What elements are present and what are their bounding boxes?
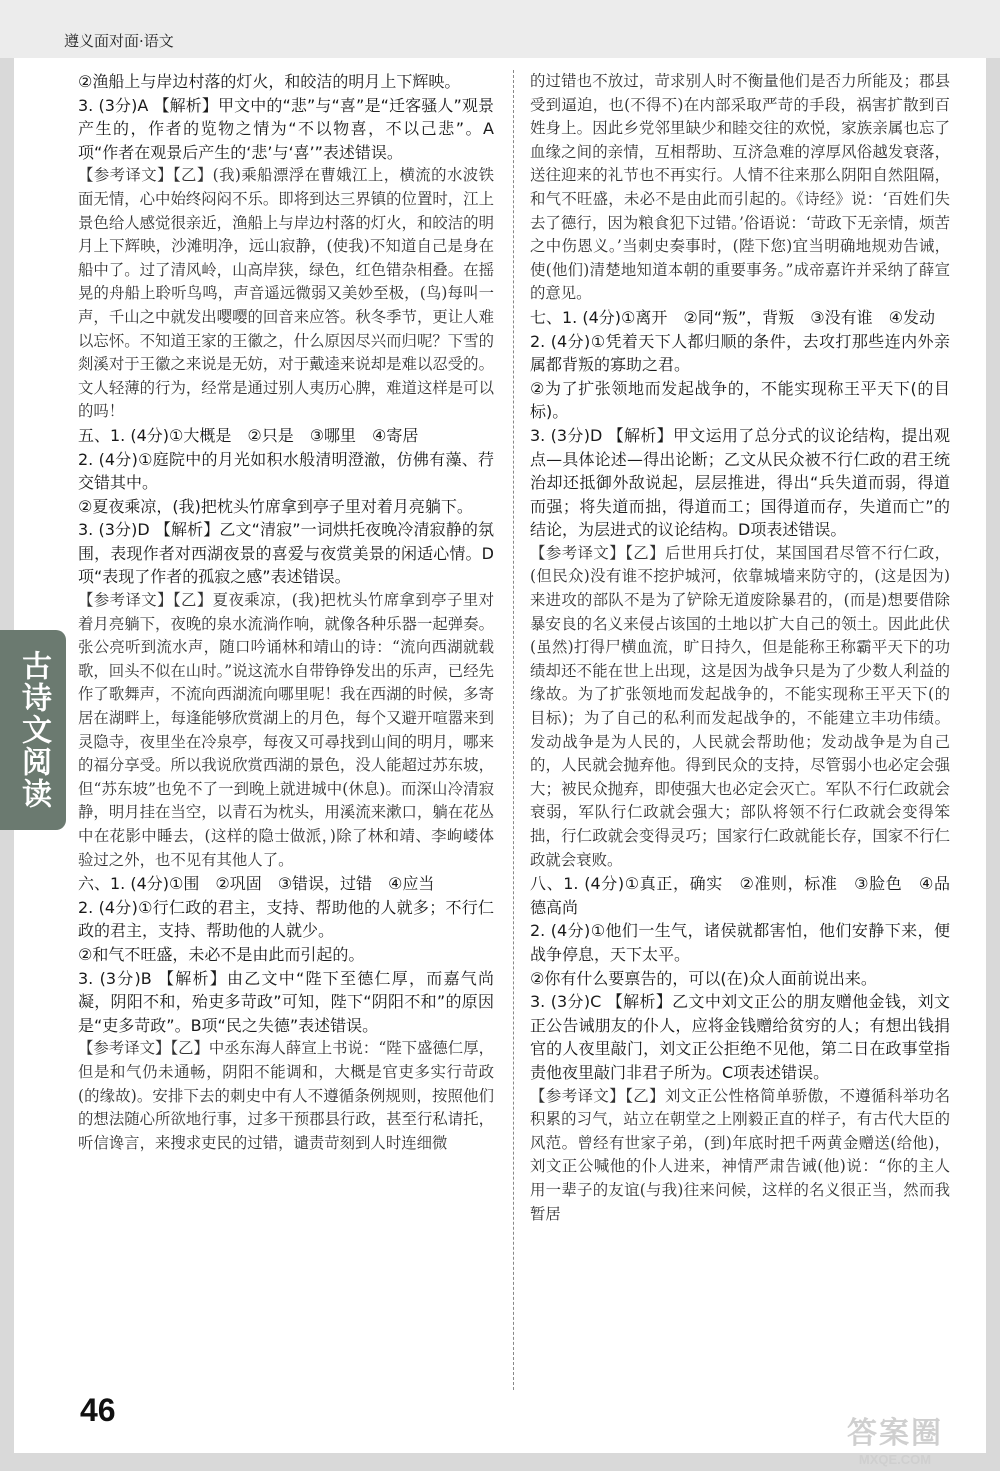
paragraph: ②为了扩张领地而发起战争的，不能实现称王平天下(的目标)。 — [530, 378, 950, 422]
left-column — [78, 70, 494, 1155]
paragraph: 五、1. (4分)①大概是 ②只是 ③哪里 ④寄居 — [78, 425, 419, 445]
page-number: 46 — [80, 1392, 116, 1428]
paragraph: 3. (3分)A 【解析】甲文中的“悲”与“喜”是“迁客骚人”观景产生的，作者的览物之情为“不以物喜，不以己悲”。A项“作者在观景后产生的‘悲’与‘喜’”表述错误。 — [78, 95, 494, 162]
paragraph: 2. (4分)①行仁政的君主，支持、帮助他的人就多；不行仁政的君主，支持、帮助他的人就少。 — [78, 897, 494, 941]
paragraph: 七、1. (4分)①离开 ②同“叛”，背叛 ③没有谁 ④发动 — [530, 307, 935, 327]
paragraph: 3. (3分)C 【解析】乙文中刘文正公的朋友赠他金钱，刘文正公告诫朋友的仆人，应将金钱赠给贫穷的人；有想出钱捐官的人夜里敲门，刘文正公拒绝不见他，第二日在政事堂指责他夜里敲门非君子所为。C项表述错误。 — [530, 992, 950, 1082]
paragraph: 2. (4分)①他们一生气，诸侯就都害怕，他们安静下来，便战争停息，天下太平。 — [530, 921, 950, 964]
paragraph: ②你有什么要禀告的，可以(在)众人面前说出来。 — [530, 968, 877, 988]
running-header: 遵义面对面·语文 — [64, 32, 174, 50]
paragraph: 【参考译文】【乙】后世用兵打仗，某国国君尽管不行仁政，(但民众)没有谁不挖护城河，依靠城墙来防守的，(这是因为)来进攻的部队不是为了铲除无道废除暴君的，(而是)想要借除暴安良的名义来侵占该国的土地以扩大自己的领土。因此此伏(虽然)打得尸横血流，旷日持久，但是能称王称霸平天下的功绩却还不能在世上出现，这是因为战争只是为了少数人利益的缘故。为了扩张领地而发起战争的，不能实现称王平天下(的目标)；为了自己的私利而发起战争的，不能建立丰功伟绩。发动战争是为人民的，人民就会帮助他；发动战争是为自己的，人民就会抛弃他。得到民众的支持，尽管弱小也必定会强大；被民众抛弃，即使强大也必定会灭亡。军队不行仁政就会衰弱，军队行仁政就会强大；部队将领不行仁政就会变得笨拙，行仁政就会变得灵巧；国家行仁政就能长存，国家不行仁政就会衰败。 — [530, 543, 950, 869]
paragraph: 3. (3分)D 【解析】乙文“清寂”一词烘托夜晚冷清寂静的氛围，表现作者对西湖夜景的喜爱与夜赏美景的闲适心情。D项“表现了作者的孤寂之感”表述错误。 — [78, 520, 494, 587]
paragraph: 【参考译文】【乙】刘文正公性格简单骄傲，不遵循科举功名积累的习气，站立在朝堂之上刚毅正直的样子，有古代大臣的风范。曾经有世家子弟，(到)年底时把千两黄金赠送(给他)，刘文正公喊他的仆人进来，神情严肃告诫(他)说：“你的主人用一辈子的友谊(与我)往来问候，这样的名义很正当，然而我暂居 — [530, 1086, 950, 1223]
section-side-tab — [0, 630, 66, 830]
side-tab-label: 古诗文阅读 — [16, 650, 51, 810]
paragraph: 的过错也不放过，苛求别人时不衡量他们是否力所能及；郡县受到逼迫，也(不得不)在内部采取严苛的手段，祸害扩散到百姓身上。因此乡党邻里缺少和睦交往的欢悦，家族亲属也忘了血缘之间的亲情，互相帮助、互济急难的淳厚风俗越发衰落，送往迎来的礼节也不再实行。人情不往来那么阴阳自然阻隔，和气不旺盛，未必不是由此而引起的。《诗经》说：‘百姓们失去了德行，因为粮食犯下过错。’俗语说：‘苛政下无亲情，烦苦之中伤恩义。’当刺史奏事时，(陛下您)宜当明确地规劝告诫，使(他们)清楚地知道本朝的重要事务。”成帝嘉许并采纳了薛宣的意见。 — [530, 72, 950, 303]
paragraph: 【参考译文】【乙】中丞东海人薛宣上书说：“陛下盛德仁厚，但是和气仍未通畅，阴阳不能调和，大概是官吏多实行苛政(的缘故)。安排下去的刺史中有人不遵循条例规则，按照他们的想法随心所欲地行事，过多干预郡县行政，甚至行私请托，听信谗言，来搜求吏民的过错，谴责苛刻到人时连细微 — [78, 1039, 494, 1152]
watermark-url: MXQE.COM — [858, 1452, 932, 1467]
paragraph: 【参考译文】【乙】(我)乘船漂浮在曹娥江上，横流的水波铁面无情，心中始终闷闷不乐。即将到达三界镇的位置时，江上景色给人感觉很亲近，渔船上与岸边村落的灯火，和皎洁的明月上下辉映，沙滩明净，远山寂静，(使我)不知道自己是身在船中了。过了清风岭，山高岸狭，绿色，红色错杂相叠。在摇晃的舟船上聆听鸟鸣，声音遥远微弱又美妙至极，(鸟)每叫一声，千山之中就发出嘤嘤的回音来应答。秋冬季节，更让人难以忘怀。不知道王家的王徽之，什么原因尽兴而归呢？下雪的剡溪对于王徽之来说是无妨，对于戴逵来说却是难以忍受的。文人轻薄的行为，经常是通过别人夷历心脾，难道这样是可以的吗！ — [78, 166, 494, 421]
watermark — [810, 1410, 980, 1465]
watermark-logo: 答案圈 — [847, 1417, 943, 1450]
paragraph: 3. (3分)D 【解析】甲文运用了总分式的议论结构，提出观点—具体论述—得出论断；乙文从民众被不行仁政的君王统治却还抵御外敌说起，层层推进，得出“兵失道而弱，得道而强；将失道而拙，得道而工；国得道而存，失道而亡”的结论，为层进式的议论结构。D项表述错误。 — [530, 425, 950, 540]
paragraph: 2. (4分)①凭着天下人都归顺的条件，去攻打那些连内外亲属都背叛的寡助之君。 — [530, 331, 950, 375]
paragraph: 八、1. (4分)①真正，确实 ②准则，标准 ③脸色 ④品德高尚 — [530, 874, 950, 917]
paragraph: ②渔船上与岸边村落的灯火，和皎洁的明月上下辉映。 — [78, 72, 461, 91]
paragraph: 【参考译文】【乙】夏夜乘凉，(我)把枕头竹席拿到亭子里对着月亮躺下，夜晚的泉水流淌作响，就像各种乐器一起弹奏。张公亮听到流水声，随口吟诵林和靖山的诗：“流向西湖就载歌，回头不似在山时。”说这流水自带铮铮发出的乐声，已经先作了歌舞声，不流向西湖流向哪里呢！我在西湖的时候，多寄居在湖畔上，每逢能够欣赏湖上的月色，每个又避开喧嚣来到灵隐寺，夜里坐在冷泉亭，每夜又可尋找到山间的明月，哪来的福分享受。所以我说欣赏西湖的景色，没人能超过苏东坡，但“苏东坡”也免不了一到晚上就进城中(休息)。而深山冷清寂静，明月挂在当空，以青石为枕头，用溪流来漱口，躺在花丛中在花影中睡去，(这样的隐士做派，)除了林和靖、李岣嵝体验过之外，也不见有其他人了。 — [78, 591, 494, 869]
paragraph: ②和气不旺盛，未必不是由此而引起的。 — [78, 944, 365, 964]
paragraph: 3. (3分)B 【解析】由乙文中“陛下至德仁厚，而嘉气尚凝，阴阳不和，殆吏多苛政”可知，陛下“阴阳不和”的原因是“吏多苛政”。B项“民之失德”表述错误。 — [78, 968, 494, 1035]
right-column — [530, 70, 950, 1226]
paragraph: 2. (4分)①庭院中的月光如积水般清明澄澈，仿佛有藻、荇交错其中。 — [78, 449, 494, 493]
paragraph: ②夏夜乘凉，(我)把枕头竹席拿到亭子里对着月亮躺下。 — [78, 496, 473, 516]
paragraph: 六、1. (4分)①围 ②巩固 ③错误，过错 ④应当 — [78, 874, 435, 894]
column-divider — [513, 70, 514, 1390]
